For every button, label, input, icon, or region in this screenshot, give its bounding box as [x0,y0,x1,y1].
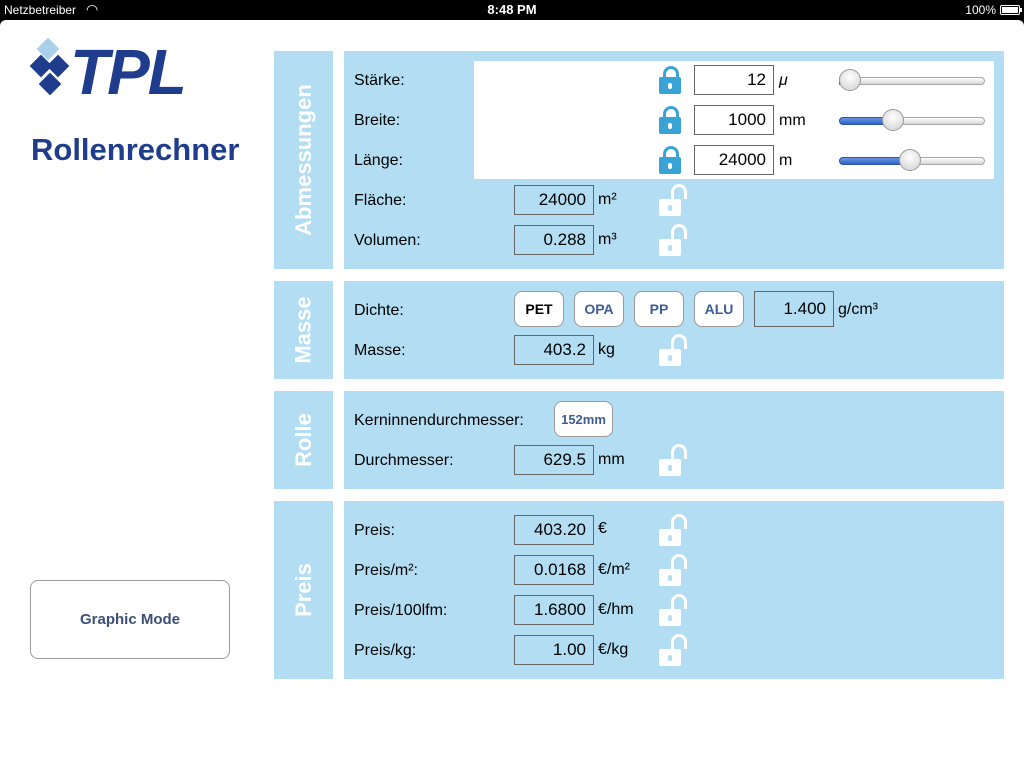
preis-100lfm-label: Preis/100lfm: [354,602,448,619]
dichte-label: Dichte: [354,302,404,319]
lock-open-icon[interactable] [659,338,681,366]
material-pp-button[interactable]: PP [634,291,684,327]
lock-closed-icon[interactable] [659,146,681,174]
lock-open-icon[interactable] [659,558,681,586]
graphic-mode-button[interactable]: Graphic Mode [30,580,230,659]
masse-unit: kg [598,341,615,358]
staerke-label: Stärke: [354,72,405,89]
lock-open-icon[interactable] [659,638,681,666]
durchmesser-label: Durchmesser: [354,452,454,469]
preis-100lfm-unit: €/hm [598,601,634,618]
breite-input[interactable]: 1000 [694,105,774,135]
staerke-slider[interactable] [839,66,985,94]
preis-kg-unit: €/kg [598,641,629,658]
preis-kg-value: 1.00 [514,635,594,665]
laenge-slider[interactable] [839,146,985,174]
material-opa-button[interactable]: OPA [574,291,624,327]
lock-open-icon[interactable] [659,228,681,256]
slider-thumb[interactable] [899,149,921,171]
preis-m2-unit: €/m² [598,561,630,578]
laenge-unit: m [779,152,793,169]
app-title: Rollenrechner [31,132,240,167]
breite-unit: mm [779,112,806,129]
staerke-input[interactable]: 12 [694,65,774,95]
lock-open-icon[interactable] [659,598,681,626]
material-pet-button[interactable]: PET [514,291,564,327]
section-label-abmessungen: Abmessungen [274,51,333,269]
flaeche-label: Fläche: [354,192,407,209]
volumen-value: 0.288 [514,225,594,255]
status-bar [0,0,1024,20]
breite-label: Breite: [354,112,401,129]
staerke-unit: μ [779,72,788,89]
preis-kg-label: Preis/kg: [354,642,417,659]
wifi-icon: ◠ [86,1,99,17]
laenge-input[interactable]: 24000 [694,145,774,175]
dichte-value: 1.400 [754,291,834,327]
volumen-label: Volumen: [354,232,421,249]
slider-thumb[interactable] [882,109,904,131]
core-diameter-button[interactable]: 152mm [554,401,613,437]
section-label-preis: Preis [274,501,333,679]
durchmesser-unit: mm [598,451,625,468]
slider-thumb[interactable] [839,69,861,91]
dichte-unit: g/cm³ [838,301,878,318]
section-label-rolle: Rolle [274,391,333,489]
flaeche-unit: m² [598,191,617,208]
preis-unit: € [598,520,607,537]
section-label-masse: Masse [274,281,333,379]
durchmesser-value: 629.5 [514,445,594,475]
volumen-unit: m³ [598,231,617,248]
breite-slider[interactable] [839,106,985,134]
lock-closed-icon[interactable] [659,106,681,134]
lock-open-icon[interactable] [659,448,681,476]
preis-value: 403.20 [514,515,594,545]
clock: 8:48 PM [487,2,537,17]
flaeche-value: 24000 [514,185,594,215]
battery-percent: 100% [965,3,996,17]
masse-value: 403.2 [514,335,594,365]
preis-m2-value: 0.0168 [514,555,594,585]
kerninnendurchmesser-label: Kerninnendurchmesser: [354,412,524,429]
lock-closed-icon[interactable] [659,66,681,94]
preis-m2-label: Preis/m²: [354,562,418,579]
logo-text: TPL [70,36,185,108]
lock-open-icon[interactable] [659,188,681,216]
preis-100lfm-value: 1.6800 [514,595,594,625]
lock-open-icon[interactable] [659,518,681,546]
carrier-label: Netzbetreiber [4,3,77,17]
material-alu-button[interactable]: ALU [694,291,744,327]
battery-icon [1000,5,1020,15]
preis-label: Preis: [354,522,395,539]
masse-label: Masse: [354,342,406,359]
laenge-label: Länge: [354,152,403,169]
